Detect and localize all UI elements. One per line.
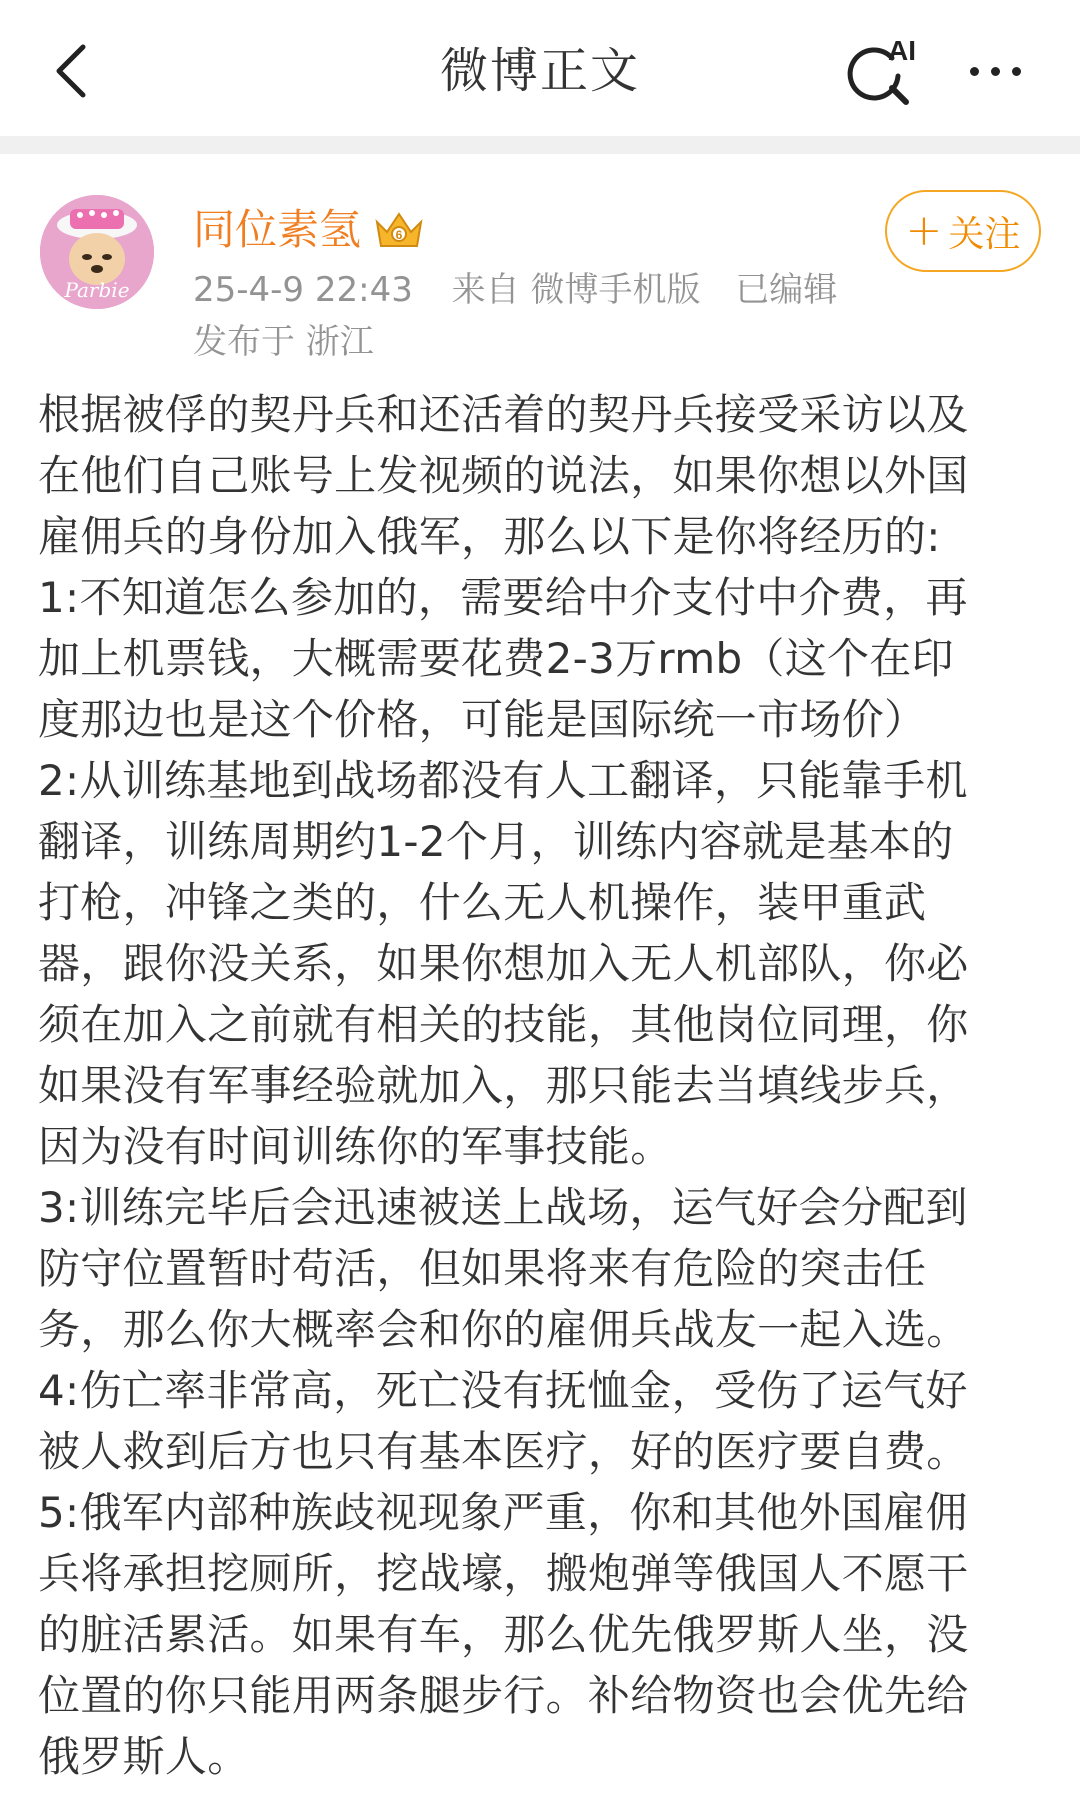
post-text-line: 兵将承担挖厕所，挖战壕，搬炮弹等俄国人不愿干	[38, 1549, 969, 1598]
post-text-line: 加上机票钱，大概需要花费2-3万rmb（这个在印	[38, 634, 954, 683]
post-text-line: 雇佣兵的身份加入俄军，那么以下是你将经历的:	[38, 512, 941, 561]
svg-text:Parbie: Parbie	[64, 278, 130, 302]
post-text-line: 务，那么你大概率会和你的雇佣兵战友一起入选。	[38, 1305, 969, 1354]
username-row	[193, 200, 427, 260]
post-text-line: 5:俄军内部种族歧视现象严重，你和其他外国雇佣	[38, 1488, 968, 1537]
ai-search-icon	[840, 30, 920, 110]
post-text-line: 俄罗斯人。	[38, 1732, 250, 1781]
post-text-line: 因为没有时间训练你的军事技能。	[38, 1122, 673, 1171]
post-text-line: 如果没有军事经验就加入，那只能去当填线步兵，	[38, 1061, 969, 1110]
section-divider	[0, 136, 1080, 154]
post-text-line: 被人救到后方也只有基本医疗，好的医疗要自费。	[38, 1427, 969, 1476]
post-source: 来自 微博手机版	[451, 270, 701, 310]
post-text-line: 1:不知道怎么参加的，需要给中介支付中介费，再	[38, 573, 968, 622]
more-button[interactable]	[955, 36, 1035, 106]
post-text-line: 位置的你只能用两条腿步行。补给物资也会优先给	[38, 1671, 969, 1720]
post-text-line: 器，跟你没关系，如果你想加入无人机部队，你必	[38, 939, 969, 988]
post-text-line: 3:训练完毕后会迅速被送上战场，运气好会分配到	[38, 1183, 968, 1232]
follow-button[interactable]	[885, 190, 1041, 272]
post-location: 发布于 浙江	[193, 322, 374, 362]
post-text-line: 翻译，训练周期约1-2个月，训练内容就是基本的	[38, 817, 954, 866]
ai-label: AI	[888, 35, 916, 66]
avatar[interactable]	[40, 195, 154, 309]
post-text-line: 4:伤亡率非常高，死亡没有抚恤金，受伤了运气好	[38, 1366, 968, 1415]
post-text-line: 防守位置暂时苟活，但如果将来有危险的突击任	[38, 1244, 927, 1293]
page-title: 微博正文	[439, 43, 640, 99]
post-text-line: 须在加入之前就有相关的技能，其他岗位同理，你	[38, 1000, 969, 1049]
follow-label: 关注	[948, 213, 1021, 255]
username[interactable]: 同位素氢	[193, 205, 362, 254]
crown-badge-icon[interactable]	[371, 206, 427, 254]
post-text-line: 的脏活累活。如果有车，那么优先俄罗斯人坐，没	[38, 1610, 969, 1659]
edited-label[interactable]: 已编辑	[735, 270, 838, 310]
more-dots-icon	[970, 67, 979, 76]
post-text-line: 度那边也是这个价格，可能是国际统一市场价）	[38, 695, 927, 744]
top-nav-bar	[0, 0, 1080, 136]
svg-text:6: 6	[395, 228, 403, 242]
more-dot	[991, 67, 1000, 76]
post-text-line: 在他们自己账号上发视频的说法，如果你想以外国	[38, 451, 969, 500]
avatar-image	[40, 195, 154, 309]
post-timestamp: 25-4-9 22:43	[193, 270, 413, 310]
more-dot	[1012, 67, 1021, 76]
post-body	[38, 384, 1048, 1787]
post-meta	[193, 265, 837, 315]
post-text-line: 打枪，冲锋之类的，什么无人机操作，装甲重武	[38, 878, 927, 927]
plus-icon: +	[905, 205, 943, 256]
ai-search-button[interactable]	[840, 30, 920, 110]
post-text-line: 根据被俘的契丹兵和还活着的契丹兵接受采访以及	[38, 390, 969, 439]
post-text-line: 2:从训练基地到战场都没有人工翻译，只能靠手机	[38, 756, 968, 805]
